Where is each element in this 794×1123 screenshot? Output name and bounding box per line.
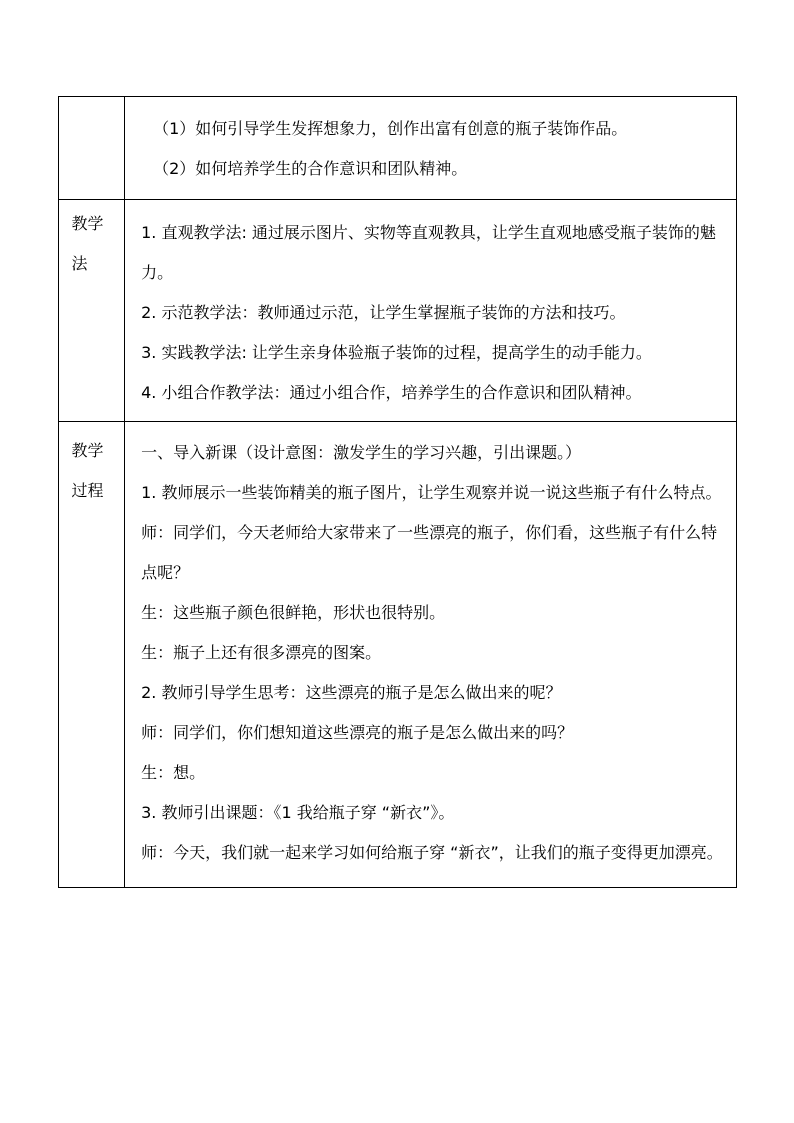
process-section-heading: 一、导入新课（设计意图：激发学生的学习兴趣，引出课题。） bbox=[141, 443, 582, 462]
method-item: 2. 示范教学法：教师通过示范，让学生掌握瓶子装饰的方法和技巧。 bbox=[141, 303, 626, 322]
methods-label: 教学法 bbox=[71, 214, 104, 273]
difficulty-row bbox=[59, 97, 737, 200]
method-item: 4. 小组合作教学法：通过小组合作，培养学生的合作意识和团队精神。 bbox=[141, 383, 642, 402]
student-line: 生：瓶子上还有很多漂亮的图案。 bbox=[141, 643, 382, 662]
process-label: 教学过程 bbox=[71, 441, 104, 500]
teacher-line: 师：同学们，今天老师给大家带来了一些漂亮的瓶子，你们看，这些瓶子有什么特点呢？ bbox=[141, 523, 718, 582]
process-step: 3. 教师引出课题：《1 我给瓶子穿 “新衣”》。 bbox=[141, 803, 455, 822]
process-step: 1. 教师展示一些装饰精美的瓶子图片，让学生观察并说一说这些瓶子有什么特点。 bbox=[141, 483, 722, 502]
methods-content-cell bbox=[125, 200, 737, 422]
process-label-cell bbox=[59, 422, 125, 888]
method-item: 1. 直观教学法: 通过展示图片、实物等直观教具，让学生直观地感受瓶子装饰的魅力。 bbox=[141, 223, 716, 282]
process-step: 2. 教师引导学生思考：这些漂亮的瓶子是怎么做出来的呢？ bbox=[141, 683, 562, 702]
student-line: 生：这些瓶子颜色很鲜艳，形状也很特别。 bbox=[141, 603, 446, 622]
student-line: 生：想。 bbox=[141, 763, 206, 782]
teacher-line: 师：同学们，你们想知道这些漂亮的瓶子是怎么做出来的吗？ bbox=[141, 723, 574, 742]
process-content-cell bbox=[125, 422, 737, 888]
method-item: 3. 实践教学法: 让学生亲身体验瓶子装饰的过程，提高学生的动手能力。 bbox=[141, 343, 652, 362]
methods-row bbox=[59, 200, 737, 422]
lesson-plan-table bbox=[58, 96, 737, 888]
teacher-line: 师：今天，我们就一起来学习如何给瓶子穿 “新衣”，让我们的瓶子变得更加漂亮。 bbox=[141, 843, 723, 862]
methods-label-cell bbox=[59, 200, 125, 422]
difficulty-label-cell bbox=[59, 97, 125, 200]
difficulty-content-cell bbox=[125, 97, 737, 200]
difficulty-item: （1）如何引导学生发挥想象力，创作出富有创意的瓶子装饰作品。 bbox=[153, 119, 628, 138]
process-row bbox=[59, 422, 737, 888]
difficulty-item: （2）如何培养学生的合作意识和团队精神。 bbox=[153, 159, 468, 178]
